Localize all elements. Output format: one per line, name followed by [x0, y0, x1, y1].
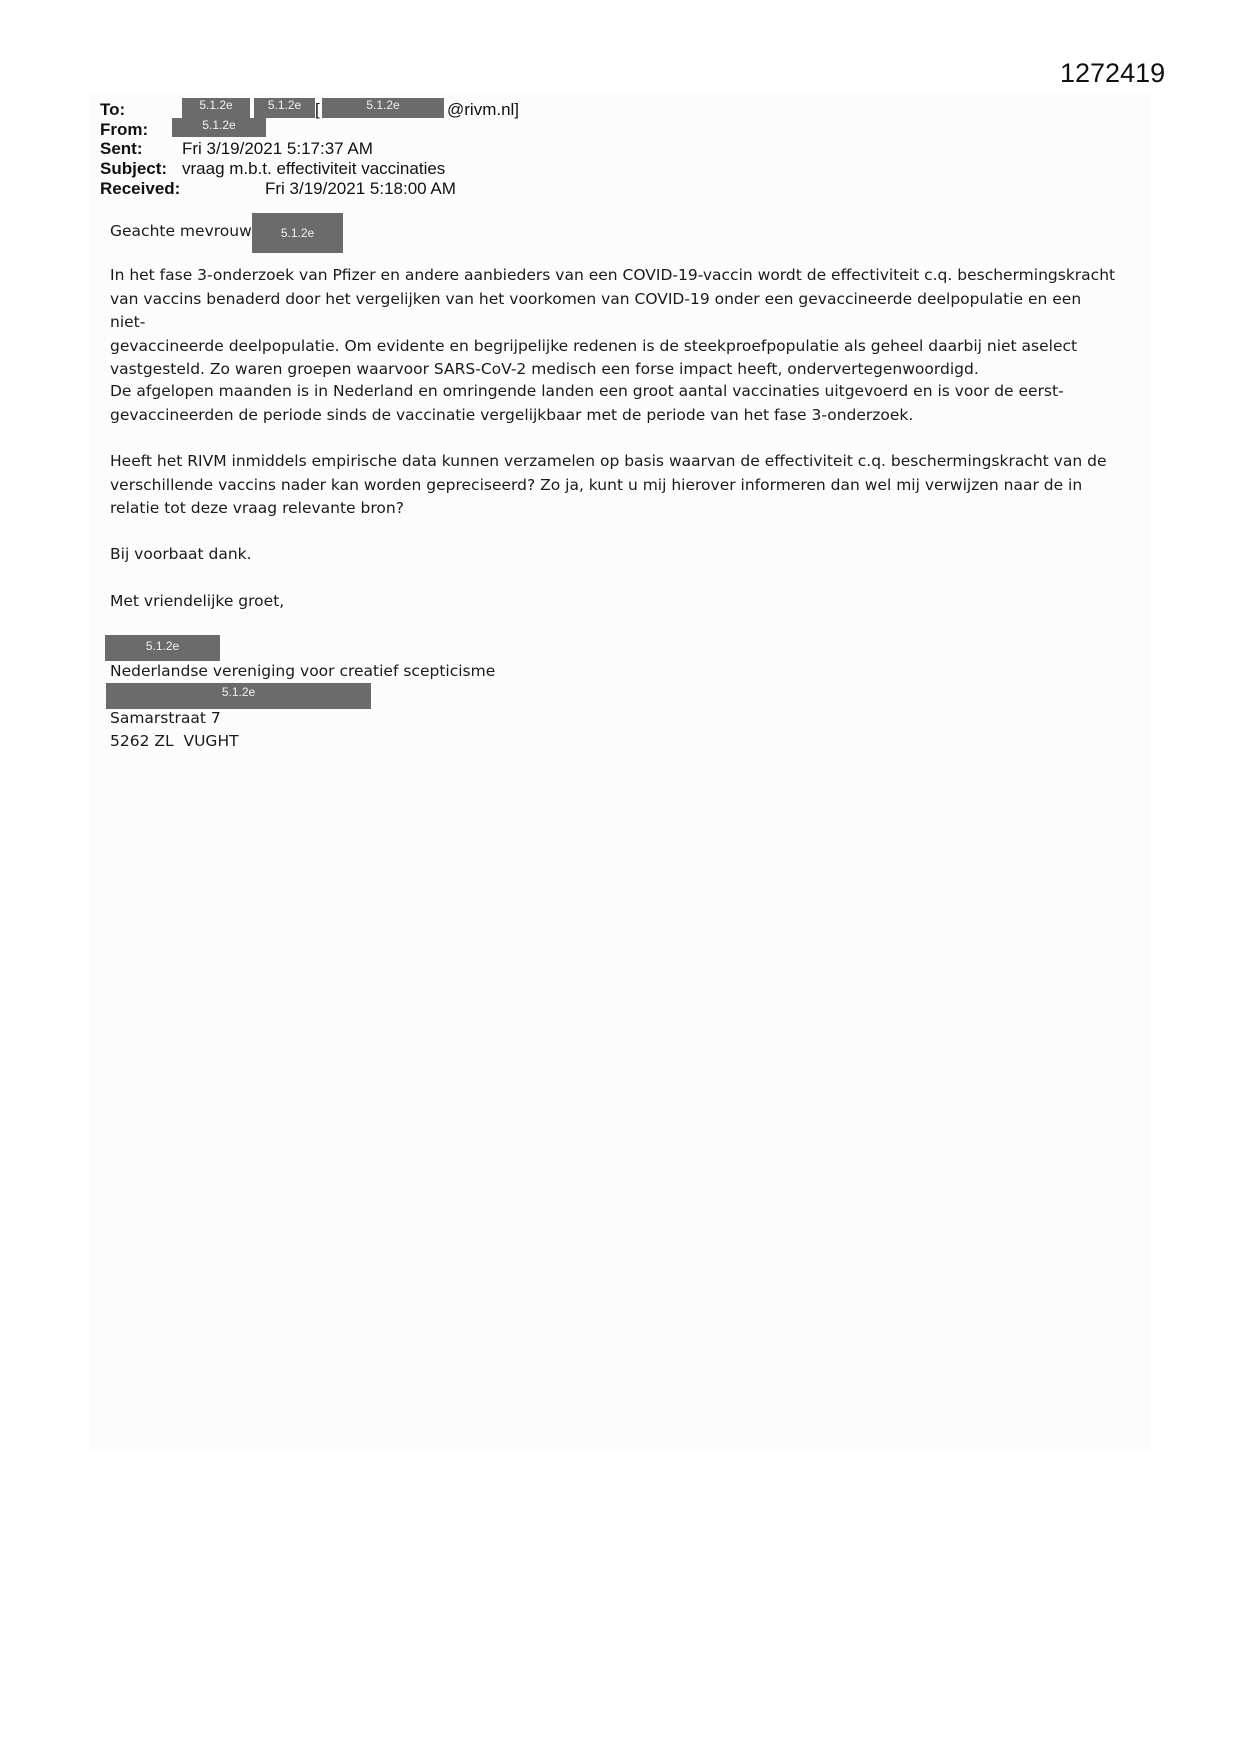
- paragraph-2: [110, 380, 1120, 427]
- closing-line: Met vriendelijke groet,: [110, 592, 285, 610]
- redaction-to-1: 5.1.2e: [182, 98, 250, 118]
- redaction-to-2: 5.1.2e: [254, 98, 315, 118]
- sent-value: Fri 3/19/2021 5:17:37 AM: [182, 139, 373, 158]
- to-label: To:: [100, 100, 126, 119]
- redaction-from: 5.1.2e: [172, 118, 266, 137]
- from-label: From:: [100, 120, 149, 139]
- sent-label: Sent:: [100, 139, 143, 158]
- salutation: Geachte mevrouw: [110, 222, 252, 240]
- signature-city: 5262 ZL VUGHT: [110, 732, 239, 750]
- paragraph-3-line: Heeft het RIVM inmiddels empirische data kunnen verzamelen op basis waarvan de effectiviteit c.q. beschermingskracht van de: [110, 452, 1107, 470]
- document-number: 1272419: [1060, 58, 1166, 88]
- received-value: Fri 3/19/2021 5:18:00 AM: [265, 179, 456, 198]
- redaction-signature-detail: 5.1.2e: [106, 683, 371, 709]
- paragraph-2-line: gevaccineerden de periode sinds de vaccinatie vergelijkbaar met de periode van het fase 3-onderzoek.: [110, 405, 914, 424]
- paragraph-2-line: De afgelopen maanden is in Nederland en omringende landen een groot aantal vaccinaties uitgevoerd en is voor de eerst-: [110, 382, 1064, 400]
- redaction-salutation: 5.1.2e: [252, 213, 343, 253]
- paragraph-1-line: vastgesteld. Zo waren groepen waarvoor SARS-CoV-2 medisch een forse impact heeft, ondervertegenwoordigd.: [110, 360, 979, 378]
- signature-street: Samarstraat 7: [110, 709, 221, 727]
- paragraph-3-line: verschillende vaccins nader kan worden gepreciseerd? Zo ja, kunt u mij hierover informeren dan wel mij verwijzen naar de in: [110, 475, 1083, 494]
- redaction-signature-name: 5.1.2e: [105, 635, 220, 661]
- subject-label: Subject:: [100, 159, 168, 178]
- redaction-to-3: 5.1.2e: [322, 98, 444, 118]
- paragraph-1-line: In het fase 3-onderzoek van Pfizer en andere aanbieders van een COVID-19-vaccin wordt de effectiviteit c.q. beschermingskracht: [110, 266, 1116, 284]
- signature-organization: Nederlandse vereniging voor creatief scepticisme: [110, 662, 496, 680]
- paragraph-1-line: van vaccins benaderd door het vergelijken van het voorkomen van COVID-19 onder een gevaccineerde deelpopulatie en een niet-: [110, 289, 1082, 331]
- paragraph-3-line: relatie tot deze vraag relevante bron?: [110, 499, 404, 517]
- to-open-bracket: [: [315, 100, 320, 119]
- paragraph-3: [110, 450, 1120, 521]
- subject-value: vraag m.b.t. effectiviteit vaccinaties: [182, 159, 446, 178]
- paragraph-1-line: gevaccineerde deelpopulatie. Om evidente en begrijpelijke redenen is de steekproefpopulatie als geheel daarbij niet aselect: [110, 336, 1078, 355]
- received-label: Received:: [100, 179, 181, 198]
- thanks-line: Bij voorbaat dank.: [110, 545, 252, 563]
- to-domain: @rivm.nl]: [447, 100, 520, 119]
- paragraph-1: [110, 264, 1120, 382]
